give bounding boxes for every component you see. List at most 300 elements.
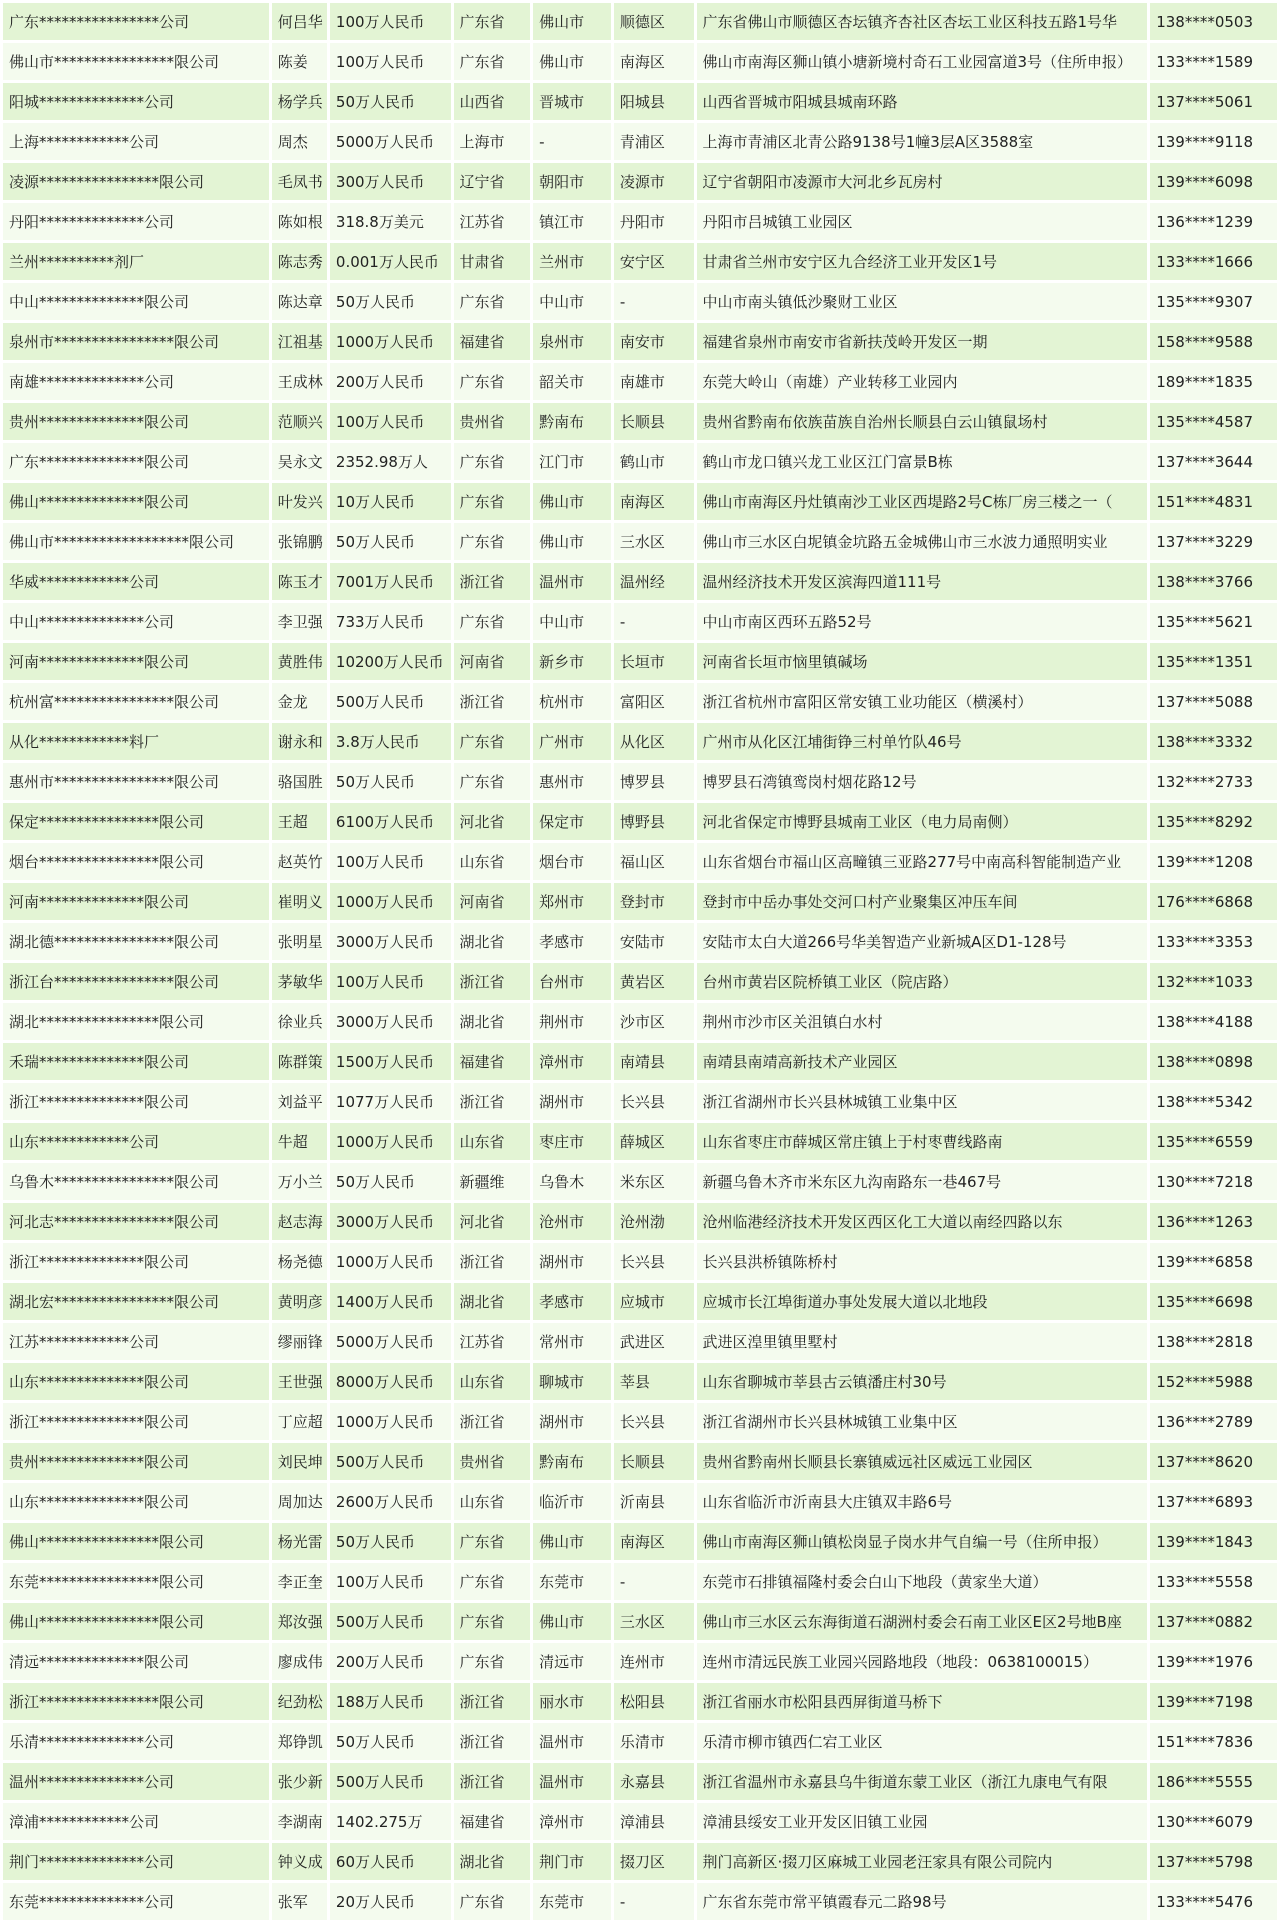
address-cell: 贵州省黔南布依族苗族自治州长顺县白云山镇鼠场村 (697, 403, 1148, 440)
address-cell: 山西省晋城市阳城县城南环路 (697, 83, 1148, 120)
table-row (3, 603, 1277, 640)
phone-cell: 137****5088 (1150, 683, 1277, 720)
legal-rep-cell: 杨光雷 (272, 1523, 327, 1560)
address-cell: 新疆乌鲁木齐市米东区九沟南路东一巷467号 (697, 1163, 1148, 1200)
legal-rep-cell: 刘益平 (272, 1083, 327, 1120)
company-name-cell: 中山**************公司 (3, 603, 269, 640)
legal-rep-cell: 茅敏华 (272, 963, 327, 1000)
district-cell: 安宁区 (614, 243, 694, 280)
table-row (3, 1163, 1277, 1200)
company-name-cell: 兰州**********剂厂 (3, 243, 269, 280)
table-row (3, 683, 1277, 720)
address-cell: 山东省聊城市莘县古云镇潘庄村30号 (697, 1363, 1148, 1400)
legal-rep-cell: 王世强 (272, 1363, 327, 1400)
company-name-cell: 佛山市******************限公司 (3, 523, 269, 560)
legal-rep-cell: 江祖基 (272, 323, 327, 360)
phone-cell: 137****0882 (1150, 1603, 1277, 1640)
company-name-cell: 清远**************限公司 (3, 1643, 269, 1680)
table-row (3, 363, 1277, 400)
address-cell: 东莞大岭山（南雄）产业转移工业园内 (697, 363, 1148, 400)
table-row (3, 803, 1277, 840)
table-row (3, 1083, 1277, 1120)
legal-rep-cell: 赵英竹 (272, 843, 327, 880)
district-cell: 南安市 (614, 323, 694, 360)
company-name-cell: 从化************料厂 (3, 723, 269, 760)
capital-cell: 0.001万人民币 (330, 243, 451, 280)
phone-cell: 130****7218 (1150, 1163, 1277, 1200)
phone-cell: 176****6868 (1150, 883, 1277, 920)
province-cell: 广东省 (454, 523, 531, 560)
table-row (3, 1563, 1277, 1600)
address-cell: 武进区湟里镇里墅村 (697, 1323, 1148, 1360)
capital-cell: 60万人民币 (330, 1843, 451, 1880)
phone-cell: 152****5988 (1150, 1363, 1277, 1400)
capital-cell: 318.8万美元 (330, 203, 451, 240)
province-cell: 上海市 (454, 123, 531, 160)
district-cell: 丹阳市 (614, 203, 694, 240)
phone-cell: 139****1976 (1150, 1643, 1277, 1680)
capital-cell: 7001万人民币 (330, 563, 451, 600)
province-cell: 山东省 (454, 843, 531, 880)
legal-rep-cell: 周加达 (272, 1483, 327, 1520)
district-cell: 沙市区 (614, 1003, 694, 1040)
capital-cell: 50万人民币 (330, 83, 451, 120)
capital-cell: 3.8万人民币 (330, 723, 451, 760)
phone-cell: 138****5342 (1150, 1083, 1277, 1120)
province-cell: 湖北省 (454, 923, 531, 960)
legal-rep-cell: 郑汝强 (272, 1603, 327, 1640)
address-cell: 辽宁省朝阳市凌源市大河北乡瓦房村 (697, 163, 1148, 200)
table-row (3, 203, 1277, 240)
table-row (3, 283, 1277, 320)
legal-rep-cell: 纪劲松 (272, 1683, 327, 1720)
table-row (3, 1803, 1277, 1840)
capital-cell: 100万人民币 (330, 3, 451, 40)
address-cell: 浙江省杭州市富阳区常安镇工业功能区（横溪村） (697, 683, 1148, 720)
district-cell: 顺德区 (614, 3, 694, 40)
table-row (3, 843, 1277, 880)
legal-rep-cell: 刘民坤 (272, 1443, 327, 1480)
city-cell: 温州市 (533, 563, 611, 600)
table-row (3, 1723, 1277, 1760)
table-row (3, 1483, 1277, 1520)
address-cell: 广东省东莞市常平镇霞春元二路98号 (697, 1883, 1148, 1920)
company-name-cell: 山东**************限公司 (3, 1363, 269, 1400)
district-cell: 沧州渤 (614, 1203, 694, 1240)
table-row (3, 163, 1277, 200)
district-cell: 南海区 (614, 43, 694, 80)
phone-cell: 139****6098 (1150, 163, 1277, 200)
address-cell: 荆门高新区·掇刀区麻城工业园老汪家具有限公司院内 (697, 1843, 1148, 1880)
company-name-cell: 泉州市****************限公司 (3, 323, 269, 360)
province-cell: 湖北省 (454, 1003, 531, 1040)
phone-cell: 133****5558 (1150, 1563, 1277, 1600)
district-cell: 乐清市 (614, 1723, 694, 1760)
address-cell: 贵州省黔南州长顺县长寨镇威远社区威远工业园区 (697, 1443, 1148, 1480)
capital-cell: 3000万人民币 (330, 1003, 451, 1040)
phone-cell: 151****7836 (1150, 1723, 1277, 1760)
province-cell: 广东省 (454, 1883, 531, 1920)
legal-rep-cell: 廖成伟 (272, 1643, 327, 1680)
address-cell: 浙江省丽水市松阳县西屏街道马桥下 (697, 1683, 1148, 1720)
district-cell: 南海区 (614, 483, 694, 520)
address-cell: 佛山市南海区狮山镇松岗显子岗水井气自编一号（住所申报） (697, 1523, 1148, 1560)
table-row (3, 443, 1277, 480)
phone-cell: 137****8620 (1150, 1443, 1277, 1480)
company-name-cell: 东莞****************限公司 (3, 1563, 269, 1600)
capital-cell: 20万人民币 (330, 1883, 451, 1920)
capital-cell: 500万人民币 (330, 1443, 451, 1480)
province-cell: 新疆维 (454, 1163, 531, 1200)
province-cell: 甘肃省 (454, 243, 531, 280)
company-name-cell: 佛山****************限公司 (3, 1523, 269, 1560)
capital-cell: 1400万人民币 (330, 1283, 451, 1320)
capital-cell: 1000万人民币 (330, 1243, 451, 1280)
phone-cell: 137****5798 (1150, 1843, 1277, 1880)
address-cell: 广东省佛山市顺德区杏坛镇齐杏社区杏坛工业区科技五路1号华 (697, 3, 1148, 40)
phone-cell: 139****7198 (1150, 1683, 1277, 1720)
company-name-cell: 惠州市****************限公司 (3, 763, 269, 800)
city-cell: 温州市 (533, 1723, 611, 1760)
district-cell: 登封市 (614, 883, 694, 920)
district-cell: 凌源市 (614, 163, 694, 200)
city-cell: 荆门市 (533, 1843, 611, 1880)
phone-cell: 138****4188 (1150, 1003, 1277, 1040)
company-name-cell: 贵州**************限公司 (3, 1443, 269, 1480)
city-cell: 东莞市 (533, 1883, 611, 1920)
capital-cell: 1000万人民币 (330, 323, 451, 360)
legal-rep-cell: 黄胜伟 (272, 643, 327, 680)
province-cell: 河南省 (454, 643, 531, 680)
capital-cell: 500万人民币 (330, 683, 451, 720)
district-cell: 米东区 (614, 1163, 694, 1200)
district-cell: 长顺县 (614, 1443, 694, 1480)
city-cell: 清远市 (533, 1643, 611, 1680)
address-cell: 广州市从化区江埔街铮三村单竹队46号 (697, 723, 1148, 760)
table-row (3, 323, 1277, 360)
company-name-cell: 禾瑞**************限公司 (3, 1043, 269, 1080)
legal-rep-cell: 谢永和 (272, 723, 327, 760)
district-cell: 长顺县 (614, 403, 694, 440)
address-cell: 沧州临港经济技术开发区西区化工大道以南经四路以东 (697, 1203, 1148, 1240)
legal-rep-cell: 杨尧德 (272, 1243, 327, 1280)
table-row (3, 123, 1277, 160)
capital-cell: 50万人民币 (330, 1723, 451, 1760)
company-name-cell: 上海************公司 (3, 123, 269, 160)
phone-cell: 135****6698 (1150, 1283, 1277, 1320)
table-row (3, 563, 1277, 600)
company-name-cell: 佛山市****************限公司 (3, 43, 269, 80)
legal-rep-cell: 杨学兵 (272, 83, 327, 120)
phone-cell: 135****9307 (1150, 283, 1277, 320)
company-name-cell: 华威************公司 (3, 563, 269, 600)
province-cell: 山西省 (454, 83, 531, 120)
province-cell: 广东省 (454, 3, 531, 40)
province-cell: 广东省 (454, 723, 531, 760)
legal-rep-cell: 李正奎 (272, 1563, 327, 1600)
table-row (3, 1603, 1277, 1640)
table-row (3, 1883, 1277, 1920)
company-name-cell: 河南**************限公司 (3, 883, 269, 920)
company-name-cell: 东莞**************公司 (3, 1883, 269, 1920)
table-row (3, 1283, 1277, 1320)
district-cell: 南海区 (614, 1523, 694, 1560)
district-cell: 长兴县 (614, 1243, 694, 1280)
province-cell: 浙江省 (454, 1763, 531, 1800)
province-cell: 广东省 (454, 363, 531, 400)
city-cell: 镇江市 (533, 203, 611, 240)
district-cell: 博野县 (614, 803, 694, 840)
phone-cell: 137****5061 (1150, 83, 1277, 120)
company-name-cell: 贵州**************限公司 (3, 403, 269, 440)
capital-cell: 100万人民币 (330, 1563, 451, 1600)
address-cell: 乐清市柳市镇西仁宕工业区 (697, 1723, 1148, 1760)
company-name-cell: 乌鲁木****************限公司 (3, 1163, 269, 1200)
capital-cell: 200万人民币 (330, 1643, 451, 1680)
address-cell: 浙江省温州市永嘉县乌牛街道东蒙工业区（浙江九康电气有限 (697, 1763, 1148, 1800)
district-cell: 安陆市 (614, 923, 694, 960)
city-cell: 江门市 (533, 443, 611, 480)
table-row (3, 643, 1277, 680)
city-cell: 漳州市 (533, 1043, 611, 1080)
capital-cell: 6100万人民币 (330, 803, 451, 840)
city-cell: 黔南布 (533, 403, 611, 440)
phone-cell: 132****1033 (1150, 963, 1277, 1000)
province-cell: 江苏省 (454, 1323, 531, 1360)
city-cell: 朝阳市 (533, 163, 611, 200)
city-cell: - (533, 123, 611, 160)
phone-cell: 135****6559 (1150, 1123, 1277, 1160)
district-cell: 连州市 (614, 1643, 694, 1680)
company-name-cell: 凌源****************限公司 (3, 163, 269, 200)
province-cell: 山东省 (454, 1123, 531, 1160)
capital-cell: 3000万人民币 (330, 1203, 451, 1240)
province-cell: 广东省 (454, 443, 531, 480)
phone-cell: 135****5621 (1150, 603, 1277, 640)
table-body (3, 3, 1277, 1920)
capital-cell: 100万人民币 (330, 963, 451, 1000)
legal-rep-cell: 崔明义 (272, 883, 327, 920)
city-cell: 聊城市 (533, 1363, 611, 1400)
district-cell: 掇刀区 (614, 1843, 694, 1880)
address-cell: 温州经济技术开发区滨海四道111号 (697, 563, 1148, 600)
city-cell: 佛山市 (533, 43, 611, 80)
table-row (3, 403, 1277, 440)
city-cell: 泉州市 (533, 323, 611, 360)
city-cell: 台州市 (533, 963, 611, 1000)
district-cell: 沂南县 (614, 1483, 694, 1520)
capital-cell: 500万人民币 (330, 1603, 451, 1640)
address-cell: 东莞市石排镇福隆村委会白山下地段（黄家坐大道） (697, 1563, 1148, 1600)
province-cell: 河南省 (454, 883, 531, 920)
phone-cell: 136****1263 (1150, 1203, 1277, 1240)
company-name-cell: 广东**************限公司 (3, 443, 269, 480)
company-name-cell: 浙江**************限公司 (3, 1403, 269, 1440)
capital-cell: 2600万人民币 (330, 1483, 451, 1520)
company-name-cell: 湖北****************限公司 (3, 1003, 269, 1040)
city-cell: 沧州市 (533, 1203, 611, 1240)
city-cell: 黔南布 (533, 1443, 611, 1480)
legal-rep-cell: 陈玉才 (272, 563, 327, 600)
legal-rep-cell: 周杰 (272, 123, 327, 160)
capital-cell: 1500万人民币 (330, 1043, 451, 1080)
legal-rep-cell: 万小兰 (272, 1163, 327, 1200)
address-cell: 安陆市太白大道266号华美智造产业新城A区D1-128号 (697, 923, 1148, 960)
phone-cell: 136****2789 (1150, 1403, 1277, 1440)
capital-cell: 50万人民币 (330, 283, 451, 320)
province-cell: 山东省 (454, 1363, 531, 1400)
company-name-cell: 山东************公司 (3, 1123, 269, 1160)
address-cell: 连州市清远民族工业园兴园路地段（地段：0638100015） (697, 1643, 1148, 1680)
legal-rep-cell: 毛凤书 (272, 163, 327, 200)
province-cell: 福建省 (454, 1803, 531, 1840)
city-cell: 乌鲁木 (533, 1163, 611, 1200)
company-name-cell: 佛山****************限公司 (3, 1603, 269, 1640)
city-cell: 漳州市 (533, 1803, 611, 1840)
city-cell: 惠州市 (533, 763, 611, 800)
city-cell: 东莞市 (533, 1563, 611, 1600)
capital-cell: 733万人民币 (330, 603, 451, 640)
capital-cell: 8000万人民币 (330, 1363, 451, 1400)
company-name-cell: 浙江**************限公司 (3, 1083, 269, 1120)
table-row (3, 43, 1277, 80)
phone-cell: 186****5555 (1150, 1763, 1277, 1800)
legal-rep-cell: 何吕华 (272, 3, 327, 40)
address-cell: 中山市南区西环五路52号 (697, 603, 1148, 640)
company-name-cell: 中山**************限公司 (3, 283, 269, 320)
capital-cell: 188万人民币 (330, 1683, 451, 1720)
company-name-cell: 阳城**************公司 (3, 83, 269, 120)
legal-rep-cell: 张明星 (272, 923, 327, 960)
city-cell: 中山市 (533, 283, 611, 320)
address-cell: 佛山市南海区狮山镇小塘新境村奇石工业园富道3号（住所申报） (697, 43, 1148, 80)
district-cell: 青浦区 (614, 123, 694, 160)
legal-rep-cell: 吴永文 (272, 443, 327, 480)
legal-rep-cell: 范顺兴 (272, 403, 327, 440)
company-name-cell: 烟台****************限公司 (3, 843, 269, 880)
capital-cell: 500万人民币 (330, 1763, 451, 1800)
capital-cell: 1000万人民币 (330, 883, 451, 920)
city-cell: 广州市 (533, 723, 611, 760)
capital-cell: 50万人民币 (330, 763, 451, 800)
legal-rep-cell: 缪丽锋 (272, 1323, 327, 1360)
table-row (3, 3, 1277, 40)
province-cell: 河北省 (454, 1203, 531, 1240)
legal-rep-cell: 张锦鹏 (272, 523, 327, 560)
table-row (3, 1763, 1277, 1800)
table-row (3, 723, 1277, 760)
district-cell: 福山区 (614, 843, 694, 880)
province-cell: 山东省 (454, 1483, 531, 1520)
capital-cell: 100万人民币 (330, 43, 451, 80)
address-cell: 福建省泉州市南安市省新扶茂岭开发区一期 (697, 323, 1148, 360)
company-name-cell: 广东****************公司 (3, 3, 269, 40)
table-row (3, 1843, 1277, 1880)
province-cell: 浙江省 (454, 683, 531, 720)
table-row (3, 1043, 1277, 1080)
address-cell: 长兴县洪桥镇陈桥村 (697, 1243, 1148, 1280)
table-row (3, 963, 1277, 1000)
city-cell: 杭州市 (533, 683, 611, 720)
legal-rep-cell: 钟义成 (272, 1843, 327, 1880)
phone-cell: 137****3229 (1150, 523, 1277, 560)
address-cell: 佛山市南海区丹灶镇南沙工业区西堤路2号C栋厂房三楼之一（ (697, 483, 1148, 520)
city-cell: 兰州市 (533, 243, 611, 280)
district-cell: 从化区 (614, 723, 694, 760)
district-cell: 长兴县 (614, 1403, 694, 1440)
phone-cell: 135****1351 (1150, 643, 1277, 680)
table-row (3, 1443, 1277, 1480)
address-cell: 浙江省湖州市长兴县林城镇工业集中区 (697, 1403, 1148, 1440)
table-row (3, 1403, 1277, 1440)
district-cell: 南雄市 (614, 363, 694, 400)
phone-cell: 138****2818 (1150, 1323, 1277, 1360)
company-name-cell: 河北志****************限公司 (3, 1203, 269, 1240)
phone-cell: 139****6858 (1150, 1243, 1277, 1280)
table-row (3, 1003, 1277, 1040)
phone-cell: 137****6893 (1150, 1483, 1277, 1520)
district-cell: 黄岩区 (614, 963, 694, 1000)
capital-cell: 5000万人民币 (330, 1323, 451, 1360)
address-cell: 漳浦县绥安工业开发区旧镇工业园 (697, 1803, 1148, 1840)
capital-cell: 100万人民币 (330, 843, 451, 880)
district-cell: 长兴县 (614, 1083, 694, 1120)
district-cell: 应城市 (614, 1283, 694, 1320)
address-cell: 博罗县石湾镇鸾岗村烟花路12号 (697, 763, 1148, 800)
city-cell: 烟台市 (533, 843, 611, 880)
district-cell: - (614, 1563, 694, 1600)
table-row (3, 1123, 1277, 1160)
province-cell: 广东省 (454, 43, 531, 80)
legal-rep-cell: 丁应超 (272, 1403, 327, 1440)
province-cell: 广东省 (454, 483, 531, 520)
legal-rep-cell: 李卫强 (272, 603, 327, 640)
capital-cell: 5000万人民币 (330, 123, 451, 160)
table-row (3, 243, 1277, 280)
legal-rep-cell: 张军 (272, 1883, 327, 1920)
company-name-cell: 乐清**************公司 (3, 1723, 269, 1760)
address-cell: 丹阳市吕城镇工业园区 (697, 203, 1148, 240)
legal-rep-cell: 王超 (272, 803, 327, 840)
province-cell: 浙江省 (454, 1683, 531, 1720)
city-cell: 保定市 (533, 803, 611, 840)
table-row (3, 1323, 1277, 1360)
city-cell: 临沂市 (533, 1483, 611, 1520)
capital-cell: 50万人民币 (330, 523, 451, 560)
company-name-cell: 杭州富****************限公司 (3, 683, 269, 720)
table-row (3, 1363, 1277, 1400)
city-cell: 孝感市 (533, 923, 611, 960)
district-cell: - (614, 603, 694, 640)
city-cell: 湖州市 (533, 1403, 611, 1440)
capital-cell: 50万人民币 (330, 1523, 451, 1560)
province-cell: 湖北省 (454, 1283, 531, 1320)
city-cell: 丽水市 (533, 1683, 611, 1720)
company-name-cell: 山东**************限公司 (3, 1483, 269, 1520)
district-cell: 富阳区 (614, 683, 694, 720)
province-cell: 辽宁省 (454, 163, 531, 200)
district-cell: 薛城区 (614, 1123, 694, 1160)
district-cell: 博罗县 (614, 763, 694, 800)
company-name-cell: 湖北宏****************限公司 (3, 1283, 269, 1320)
table-row (3, 1643, 1277, 1680)
address-cell: 河南省长垣市恼里镇碱场 (697, 643, 1148, 680)
city-cell: 中山市 (533, 603, 611, 640)
province-cell: 湖北省 (454, 1843, 531, 1880)
table-row (3, 523, 1277, 560)
company-name-cell: 佛山**************限公司 (3, 483, 269, 520)
district-cell: 三水区 (614, 523, 694, 560)
